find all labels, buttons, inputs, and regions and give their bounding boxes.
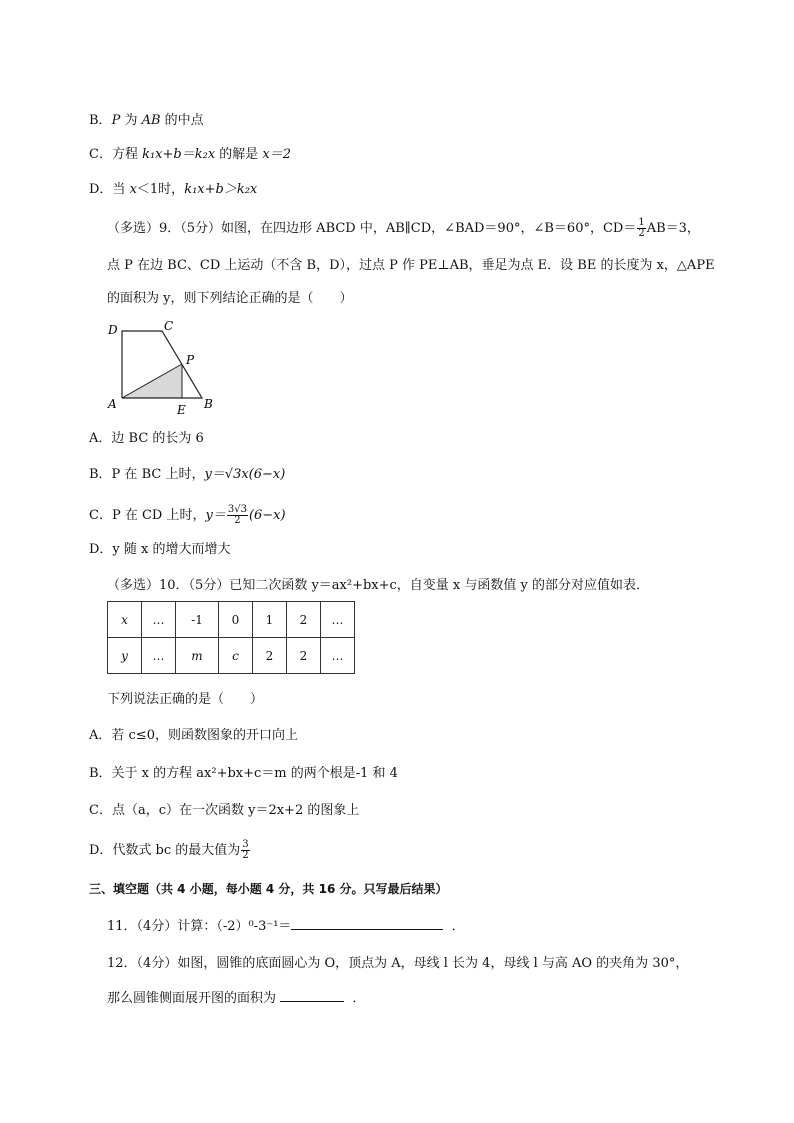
table-cell: c bbox=[219, 638, 253, 674]
q10-option-a: A．若 c≤0，则函数图象的开口向上 bbox=[89, 728, 298, 743]
table-row bbox=[108, 602, 355, 638]
q10-option-c: C．点（a，c）在一次函数 y＝2x+2 的图象上 bbox=[89, 803, 360, 818]
answer-blank[interactable] bbox=[291, 929, 443, 930]
table-cell: 2 bbox=[287, 602, 321, 638]
q10-option-d: D．代数式 bc 的最大值为 $\frac{3}{2}$ bbox=[89, 839, 249, 861]
fraction-three-halves: $\frac{3}{2}$ bbox=[242, 839, 249, 861]
q10-value-table bbox=[107, 601, 355, 674]
q9-option-d: D．y 随 x 的增大而增大 bbox=[89, 542, 231, 557]
q8-option-b: B．P 为 AB 的中点 bbox=[89, 113, 204, 128]
table-cell: … bbox=[321, 638, 355, 674]
table-cell: x bbox=[108, 602, 142, 638]
label-c: C bbox=[164, 319, 174, 333]
table-cell: 2 bbox=[287, 638, 321, 674]
q8-option-c: C．方程 k₁x+b＝k₂x 的解是 x＝2 bbox=[89, 147, 292, 162]
table-cell: 1 bbox=[253, 602, 287, 638]
q12-stem-line2: 那么圆锥侧面展开图的面积为 ． bbox=[107, 991, 366, 1006]
label-e: E bbox=[177, 403, 186, 417]
table-cell: … bbox=[142, 602, 176, 638]
table-cell: m bbox=[176, 638, 219, 674]
q9-quadrilateral-figure bbox=[104, 318, 224, 418]
label-d: D bbox=[108, 323, 118, 337]
q9-stem-line3: 的面积为 y，则下列结论正确的是（ ） bbox=[107, 291, 353, 306]
q9-option-c: C．P 在 CD 上时，y＝ $\frac{3√3}{2}$ (6−x) bbox=[89, 504, 286, 526]
q12-stem-line1: 12．（4分）如图，圆锥的底面圆心为 O，顶点为 A，母线 l 长为 4，母线 l 与高 AO 的夹角为 30°， bbox=[107, 956, 689, 971]
table-cell: … bbox=[321, 602, 355, 638]
q11-stem: 11．（4分）计算：（-2）⁰-3⁻¹＝ ． bbox=[107, 919, 465, 934]
q10-stem: （多选）10．（5分）已知二次函数 y＝ax²+bx+c，自变量 x 与函数值 y 的部分对应值如表． bbox=[107, 578, 650, 593]
label-a: A bbox=[108, 397, 117, 411]
table-cell: … bbox=[142, 638, 176, 674]
fraction-three-root-three-over-two: $\frac{3√3}{2}$ bbox=[227, 504, 247, 526]
section-heading: 三、填空题（共 4 小题，每小题 4 分，共 16 分。只写最后结果） bbox=[89, 882, 448, 896]
fraction-one-half: $\frac{1}{2}$ bbox=[638, 217, 645, 239]
q9-stem-line2: 点 P 在边 BC、CD 上运动（不含 B，D），过点 P 作 PE⊥AB，垂足为点 E．设 BE 的长度为 x，△APE bbox=[107, 258, 715, 273]
table-cell: y bbox=[108, 638, 142, 674]
label-p: P bbox=[186, 353, 195, 367]
table-row bbox=[108, 638, 355, 674]
q10-prompt: 下列说法正确的是（ ） bbox=[107, 692, 264, 707]
q9-stem-line1: （多选）9．（5分）如图，在四边形 ABCD 中，AB∥CD，∠BAD＝90°，∠B＝60°，CD＝ $\frac{1}{2}$ AB＝3， bbox=[107, 217, 700, 239]
table-cell: 2 bbox=[253, 638, 287, 674]
label-b: B bbox=[204, 397, 213, 411]
q9-option-b: B．P 在 BC 上时，y＝√3x(6−x) bbox=[89, 467, 286, 482]
q10-option-b: B．关于 x 的方程 ax²+bx+c＝m 的两个根是-1 和 4 bbox=[89, 766, 398, 781]
answer-blank[interactable] bbox=[280, 1001, 344, 1002]
table-cell: 0 bbox=[219, 602, 253, 638]
table-cell: -1 bbox=[176, 602, 219, 638]
q9-option-a: A．边 BC 的长为 6 bbox=[89, 431, 204, 446]
q8-option-d: D．当 x＜1时，k₁x+b＞k₂x bbox=[89, 182, 258, 197]
